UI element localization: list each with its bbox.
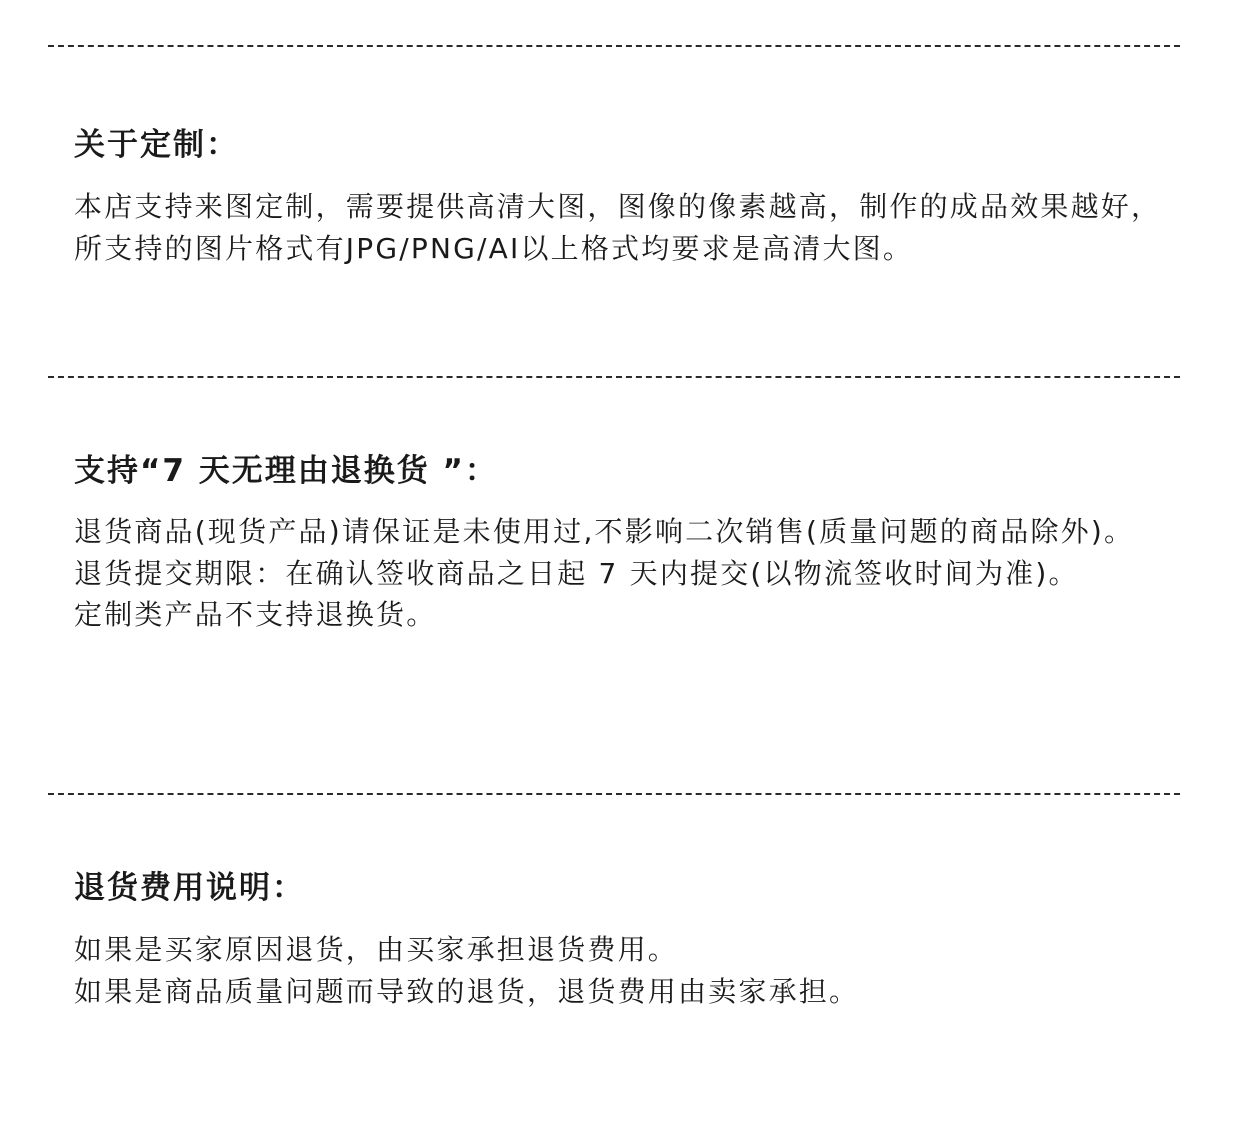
section-custom-body xyxy=(74,186,1164,269)
divider-top xyxy=(48,45,1180,47)
return-fee-paragraph-2: 如果是商品质量问题而导致的退货，退货费用由卖家承担。 xyxy=(74,974,860,1008)
section-return-fee-heading: 退货费用说明： xyxy=(74,870,305,906)
return-policy-paragraph-3: 定制类产品不支持退换货。 xyxy=(74,598,437,631)
return-policy-paragraph-1: 退货商品(现货产品)请保证是未使用过,不影响二次销售(质量问题的商品除外)。 xyxy=(74,515,1135,548)
divider-middle-2 xyxy=(48,793,1180,795)
divider-middle-1 xyxy=(48,376,1180,378)
section-return-policy-body xyxy=(74,511,1164,636)
section-return-policy-heading: 支持“7 天无理由退换货 ”： xyxy=(74,453,498,489)
section-return-fee-body xyxy=(74,929,1164,1012)
return-policy-paragraph-2: 退货提交期限：在确认签收商品之日起 7 天内提交(以物流签收时间为准)。 xyxy=(74,556,1079,590)
return-fee-paragraph-1: 如果是买家原因退货，由买家承担退货费用。 xyxy=(74,933,679,966)
section-custom-heading: 关于定制： xyxy=(74,127,239,163)
custom-paragraph: 本店支持来图定制，需要提供高清大图，图像的像素越高，制作的成品效果越好，所支持的图片格式有JPG/PNG/AI以上格式均要求是高清大图。 xyxy=(74,190,1162,265)
